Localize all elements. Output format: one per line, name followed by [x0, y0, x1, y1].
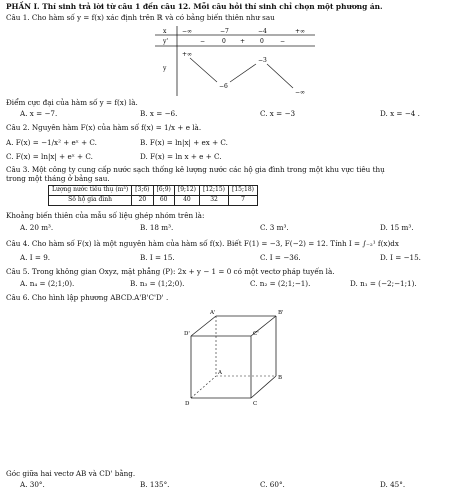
- q3-stem: Câu 3. Một công ty cung cấp nước sạch thống kê lượng nước các hộ gia đình trong một khu vực tiêu thụ: [6, 165, 385, 174]
- q3-row2-cell: 32: [200, 195, 229, 205]
- y-val-4: −∞: [295, 89, 306, 96]
- q1-option-c[interactable]: C. x = −3: [260, 109, 296, 118]
- variation-table: [155, 26, 315, 96]
- q3-row2-cell: 20: [132, 195, 153, 205]
- q3-stem-2: trong một tháng ở bảng sau.: [6, 174, 110, 183]
- q4-stem: Câu 4. Cho hàm số F(x) là một nguyên hàm của hàm số f(x). Biết F(1) = −3, F(−2) = 12. Tính I = ∫₋₂¹ f(x)dx: [6, 239, 399, 248]
- q1-option-b[interactable]: B. x = −6.: [140, 109, 178, 118]
- q2-option-b[interactable]: B. F(x) = ln|x| + ex + C.: [140, 138, 228, 147]
- y-label: y: [163, 65, 167, 72]
- y-val-2: −3: [258, 57, 267, 64]
- q1-question: Điểm cực đại của hàm số y = f(x) là.: [6, 98, 138, 107]
- yprime-label: y': [163, 38, 169, 45]
- q5-option-d[interactable]: D. n₁ = (−2;−1;1).: [350, 279, 417, 288]
- q6-stem: Câu 6. Cho hình lập phương ABCD.A'B'C'D' .: [6, 293, 169, 302]
- q3-row1-cell: [3;6): [132, 186, 153, 196]
- q6-question: Góc giữa hai vectơ AB và CD' bằng.: [6, 469, 136, 478]
- q4-option-c[interactable]: C. I = −36.: [260, 253, 301, 262]
- q3-row2-cell: 60: [153, 195, 174, 205]
- vertex-a: A: [218, 370, 222, 376]
- q1-option-a[interactable]: A. x = −7.: [20, 109, 58, 118]
- q3-option-a[interactable]: A. 20 m³.: [20, 223, 54, 232]
- yprime-zero-1: 0: [222, 38, 226, 45]
- yprime-sign-1: −: [200, 38, 206, 45]
- q3-row2-cell: 40: [174, 195, 199, 205]
- q5-option-a[interactable]: A. n₄ = (2;1;0).: [20, 279, 75, 288]
- q3-row1-cell: [15;18): [229, 186, 258, 196]
- q3-row1-cell: [12;15): [200, 186, 229, 196]
- q3-row2-label: Số hộ gia đình: [49, 195, 132, 205]
- vertex-c-prime: C': [253, 331, 259, 337]
- q2-option-a[interactable]: A. F(x) = −1/x² + eˣ + C.: [6, 138, 97, 147]
- q5-option-b[interactable]: B. n₃ = (1;2;0).: [130, 279, 185, 288]
- q6-option-b[interactable]: B. 135°.: [140, 480, 170, 489]
- q2-option-d[interactable]: D. F(x) = ln x + e + C.: [140, 152, 222, 161]
- q5-stem: Câu 5. Trong không gian Oxyz, mặt phẳng (P): 2x + y − 1 = 0 có một vectơ pháp tuyến là.: [6, 267, 335, 276]
- q3-row1-label: Lượng nước tiêu thụ (m³): [49, 186, 132, 196]
- q6-option-d[interactable]: D. 45°.: [380, 480, 406, 489]
- q4-option-a[interactable]: A. I = 9.: [20, 253, 51, 262]
- vertex-d: D: [185, 401, 190, 407]
- q2-stem: Câu 2. Nguyên hàm F(x) của hàm số f(x) = 1/x + e là.: [6, 123, 202, 132]
- q3-data-table: [48, 185, 258, 206]
- yprime-sign-3: −: [280, 38, 286, 45]
- vertex-b-prime: B': [278, 310, 284, 316]
- q6-option-a[interactable]: A. 30°.: [20, 480, 45, 489]
- arrow-up: [230, 64, 256, 82]
- x-val-4: +∞: [295, 28, 306, 35]
- y-val-1: +∞: [182, 51, 193, 58]
- q4-option-b[interactable]: B. I = 15.: [140, 253, 175, 262]
- q3-row1-cell: [9;12): [174, 186, 199, 196]
- vertex-a-prime: A': [210, 310, 216, 316]
- q3-option-d[interactable]: D. 15 m³.: [380, 223, 414, 232]
- q3-option-c[interactable]: C. 3 m³.: [260, 223, 289, 232]
- yprime-zero-2: 0: [260, 38, 264, 45]
- q6-option-c[interactable]: C. 60°.: [260, 480, 285, 489]
- q1-option-d[interactable]: D. x = −4 .: [380, 109, 420, 118]
- q1-stem: Câu 1. Cho hàm số y = f(x) xác định trên ℝ và có bảng biến thiên như sau: [6, 13, 275, 22]
- yprime-sign-2: +: [240, 38, 246, 45]
- q5-option-c[interactable]: C. n₂ = (2;1;−1).: [250, 279, 311, 288]
- x-val-3: −4: [258, 28, 267, 35]
- q4-option-d[interactable]: D. I = −15.: [380, 253, 421, 262]
- q3-row1-cell: [6;9): [153, 186, 174, 196]
- vertex-d-prime: D': [184, 331, 190, 337]
- x-val-1: −∞: [182, 28, 193, 35]
- x-label: x: [163, 28, 167, 35]
- section-header: PHẦN I. Thí sinh trả lời từ câu 1 đến câu 12. Mỗi câu hỏi thí sinh chỉ chọn một phương án.: [6, 2, 383, 11]
- vertex-c: C: [253, 401, 258, 407]
- q3-row2-cell: 7: [229, 195, 258, 205]
- vertex-b: B: [278, 375, 283, 381]
- q2-option-c[interactable]: C. F(x) = ln|x| + eˣ + C.: [6, 152, 93, 161]
- arrow-down-1: [190, 58, 217, 82]
- y-val-3: −6: [219, 83, 228, 90]
- arrow-down-2: [267, 64, 293, 88]
- q3-question: Khoảng biến thiên của mẫu số liệu ghép nhóm trên là:: [6, 211, 205, 220]
- q3-option-b[interactable]: B. 18 m³.: [140, 223, 174, 232]
- x-val-2: −7: [220, 28, 229, 35]
- cube-figure: [176, 306, 286, 416]
